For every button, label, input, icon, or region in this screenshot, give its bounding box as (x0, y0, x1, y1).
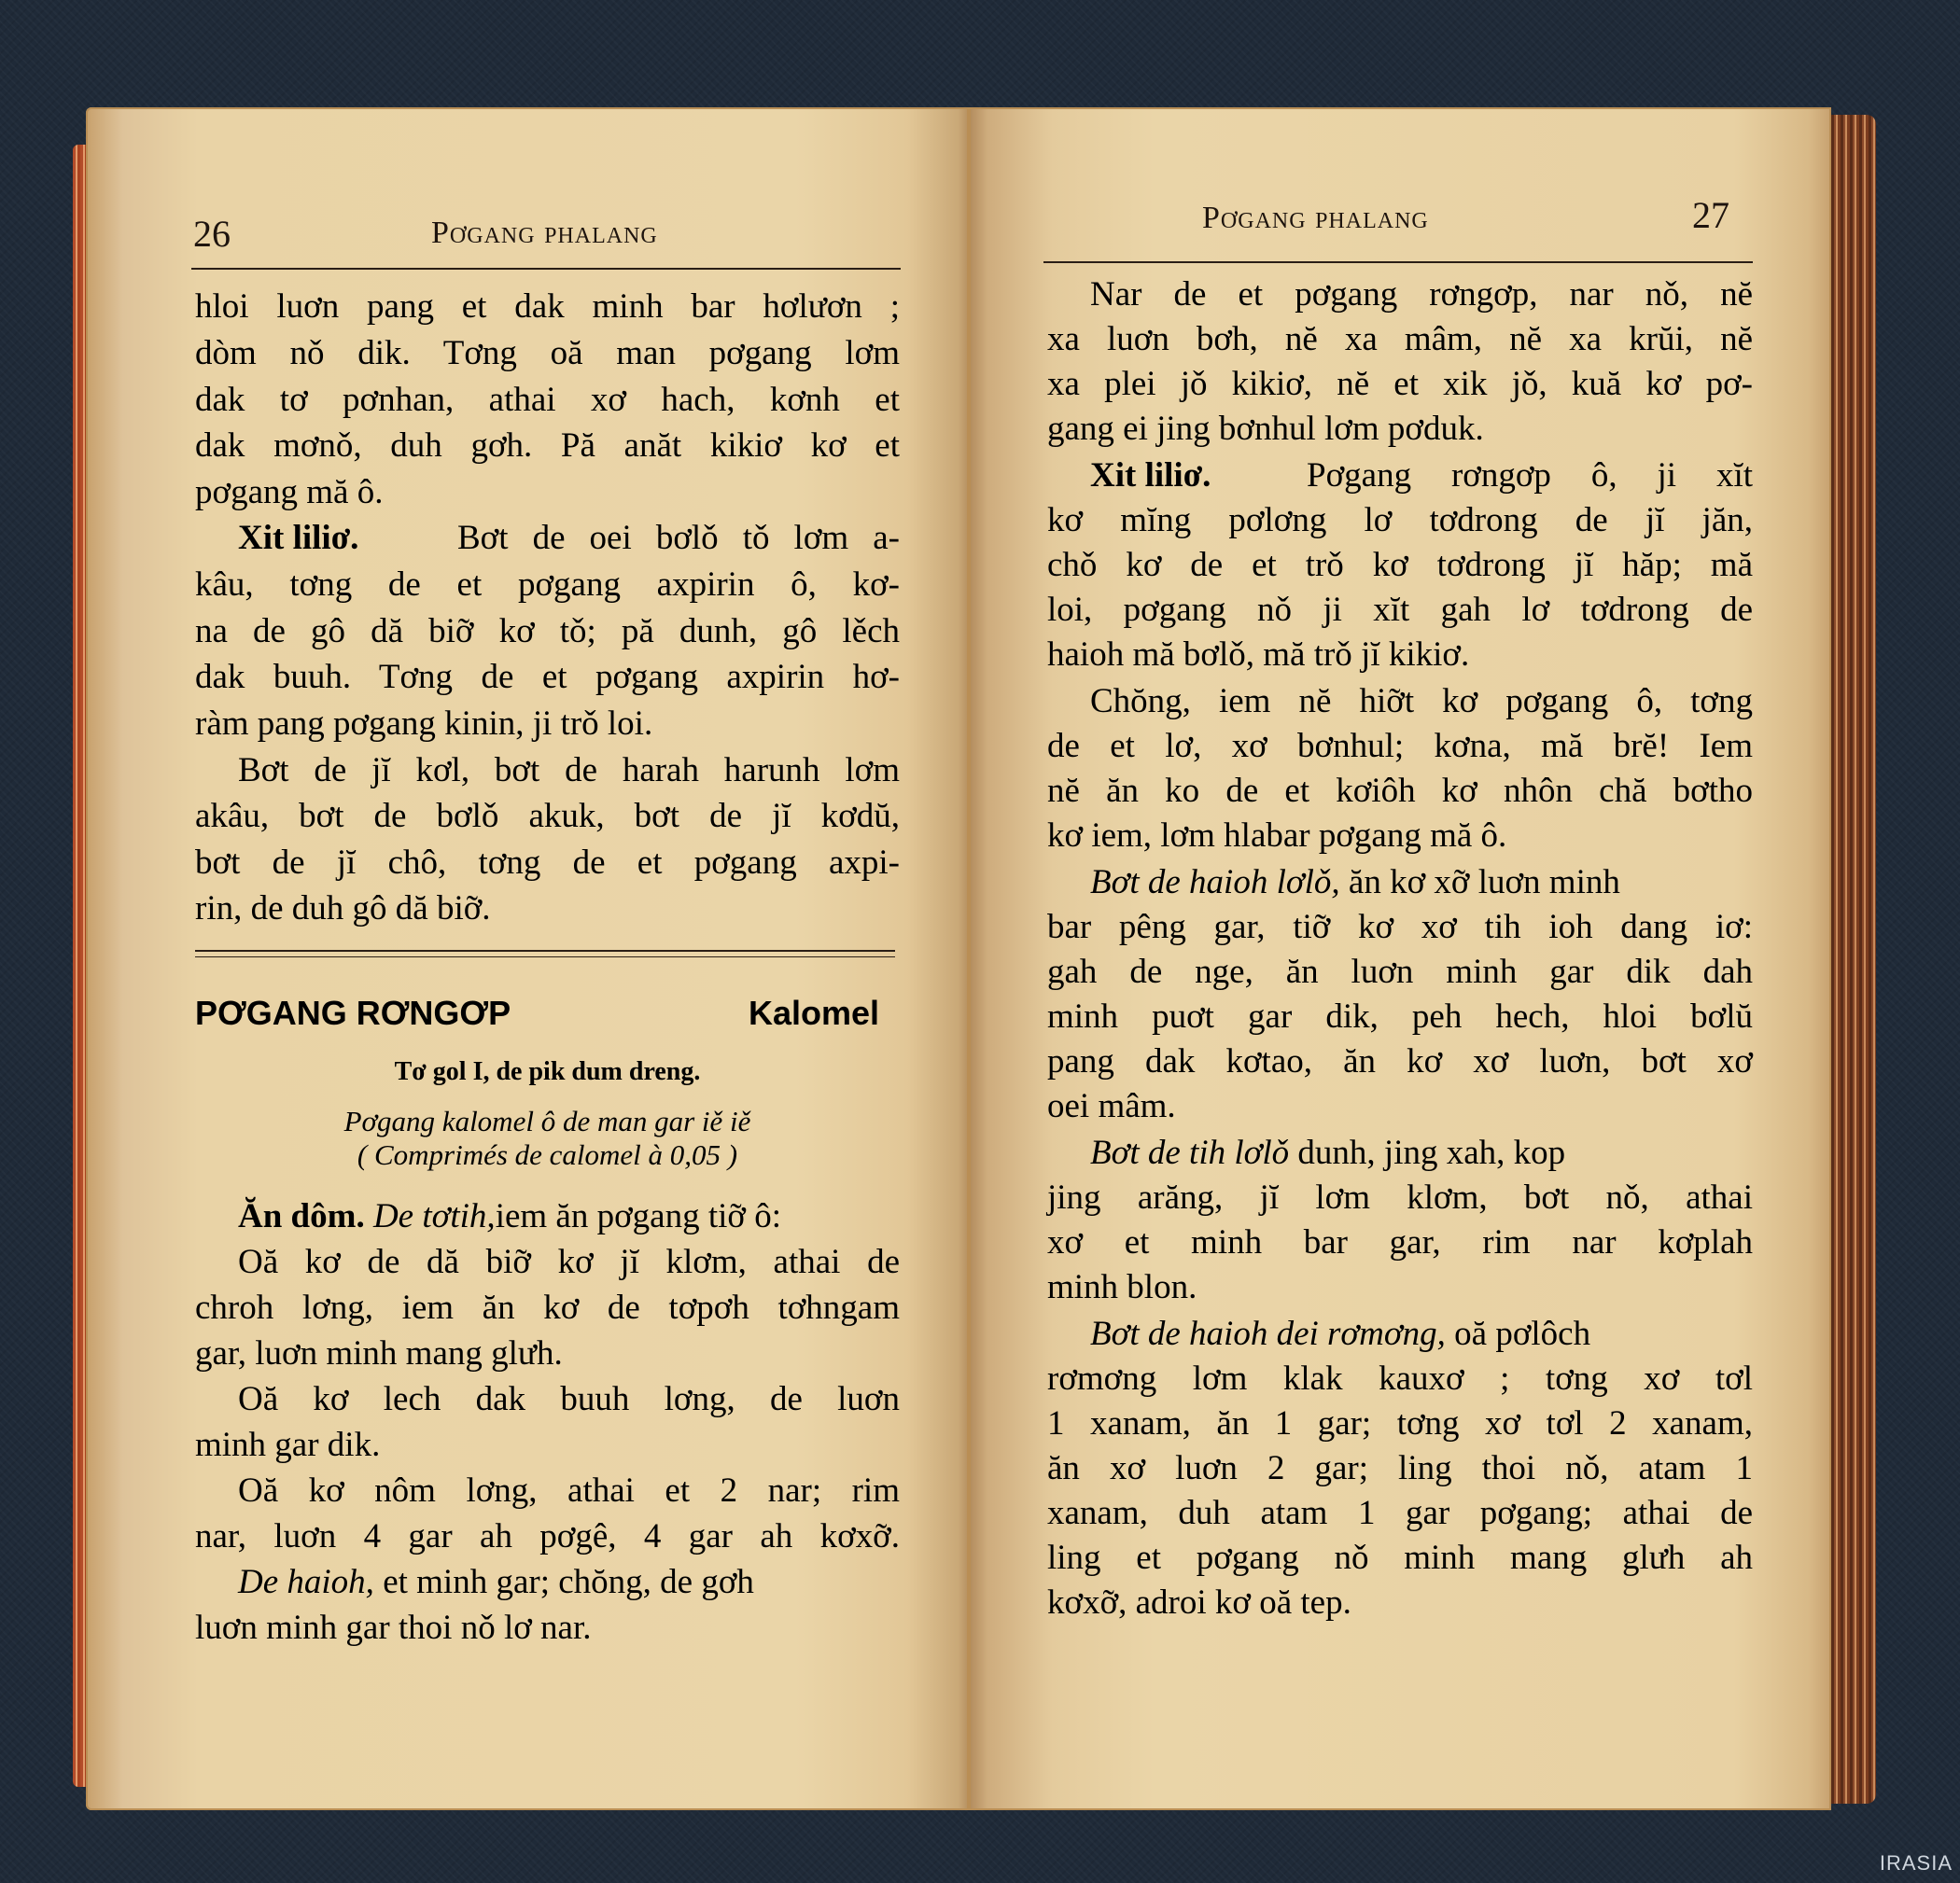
text-line: rin, de duh gô dă biỡ. (195, 889, 491, 928)
text-line: akâu, bơt de bơlǒ akuk, bơt de jĭ kơdŭ, (195, 797, 900, 835)
p3-first: ăn kơ xỡ luơn minh (1348, 863, 1620, 901)
text-line: rơmơng lơm klak kauxơ ; tơng xơ tơl (1047, 1360, 1753, 1398)
text-line: Nar de et pơgang rơngơp, nar nǒ, nĕ (1090, 275, 1753, 314)
running-head-left: Pơgang phalang (431, 216, 658, 250)
text-line: kơxỡ, adroi kơ oă tep. (1047, 1583, 1351, 1622)
p3-first-line (1090, 865, 1620, 900)
text-line: jing arăng, jĭ lơm klơm, bơt nǒ, athai (1047, 1179, 1753, 1217)
text-line: pơgang mă ô. (195, 473, 384, 511)
an-dom-line (238, 1199, 781, 1234)
note-line: ( Comprimés de calomel à 0,05 ) (357, 1138, 738, 1171)
p5-ital: Bơt de haioh dei rơmơng, (1090, 1315, 1446, 1353)
text-line: gar, luơn minh mang glưh. (195, 1334, 563, 1373)
text-line: bar pêng gar, tiỡ kơ xơ tih ioh dang iơ: (1047, 908, 1753, 946)
text-line: luơn minh gar thoi nǒ lơ nar. (195, 1609, 592, 1647)
p4-ital: Bơt de tih lơlǒ (1090, 1134, 1290, 1172)
text-line: pang dak kơtao, ăn kơ xơ luơn, bơt xơ (1047, 1042, 1753, 1081)
haioh-ital: De haioh, (238, 1563, 374, 1601)
xit-label: Xit liliơ. (238, 519, 359, 557)
text-line: dak tơ pơnhan, athai xơ hach, kơnh et (195, 381, 900, 419)
left-page (86, 107, 969, 1810)
text-line: 1 xanam, ăn 1 gar; tơng xơ tơl 2 xanam, (1047, 1404, 1753, 1443)
text-line: xa luơn bơh, nĕ xa mâm, nĕ xa krŭi, nĕ (1047, 320, 1753, 358)
text-line: loi, pơgang nǒ ji xĭt gah lơ tơdrong de (1047, 591, 1753, 629)
page-number-left: 26 (193, 213, 231, 255)
text-line: chroh lơng, iem ăn kơ de tơpơh tơhngam (195, 1289, 900, 1327)
text-line: minh puơt gar dik, peh hech, hloi bơlŭ (1047, 997, 1753, 1036)
watermark: IRASIA (1879, 1851, 1953, 1875)
text-line: Chŏng, iem nĕ hiỡt kơ pơgang ô, tơng (1090, 682, 1753, 720)
text-line: xanam, duh atam 1 gar pơgang; athai de (1047, 1494, 1753, 1532)
p4-first: dunh, jing xah, kop (1297, 1134, 1566, 1172)
header-rule-left (191, 268, 901, 270)
text-line: bơt de jĭ chô, tơng de et pơgang axpi- (195, 844, 900, 882)
text-line: minh blon. (1047, 1268, 1197, 1306)
text-line: kơ mĭng pơlơng lơ tơdrong de jĭ jăn, (1047, 501, 1753, 539)
text-line: Bơt de oei bơlǒ tǒ lơm a- (457, 519, 900, 557)
text-line: ràm pang pơgang kinin, ji trǒ loi. (195, 704, 653, 743)
text-line: de et lơ, xơ bơnhul; kơna, mă brĕ! Iem (1047, 727, 1753, 765)
header-rule-right (1043, 261, 1753, 263)
text-line: oei mâm. (1047, 1087, 1176, 1125)
an-dom-label: Ăn dôm. (238, 1197, 365, 1235)
text-line: na de gô dă biỡ kơ tǒ; pă dunh, gô lěch (195, 612, 900, 650)
right-page (969, 107, 1831, 1810)
text-line: gang ei jing bơnhul lơm pơduk. (1047, 410, 1484, 448)
an-dom-rest: iem ăn pơgang tiỡ ô: (495, 1197, 781, 1235)
note-line: Pơgang kalomel ô de man gar iě iě (343, 1105, 751, 1137)
p3-ital: Bơt de haioh lơlǒ, (1090, 863, 1340, 901)
text-line: haioh mă bơlǒ, mă trǒ jĭ kikiơ. (1047, 635, 1470, 674)
section-title: PƠGANG RƠNGƠP (195, 994, 511, 1032)
text-line: kơ iem, lơm hlabar pơgang mă ô. (1047, 816, 1507, 855)
section-divider (195, 950, 895, 957)
an-dom-ital: De tơtih, (372, 1197, 496, 1235)
text-line: Bơt de jĭ kơl, bơt de harah harunh lơm (238, 751, 900, 789)
text-line: xơ et minh bar gar, rim nar kơplah (1047, 1223, 1753, 1262)
p5-first-line (1090, 1317, 1590, 1351)
text-line: Oă kơ nôm lơng, athai et 2 nar; rim (238, 1472, 900, 1510)
text-line: ăn xơ luơn 2 gar; ling thoi nǒ, atam 1 (1047, 1449, 1753, 1487)
text-line: nĕ ăn ko de et kơiôh kơ nhôn chă bơtho (1047, 772, 1753, 810)
running-head-right: Pơgang phalang (1202, 201, 1429, 235)
text-line: hloi luơn pang et dak minh bar hơlươn ; (195, 287, 900, 326)
text-line: Pơgang rơngơp ô, ji xĭt (1307, 456, 1753, 495)
book-page-edges (1831, 115, 1876, 1804)
text-line: Oă kơ de dă biỡ kơ jĭ klơm, athai de (238, 1243, 900, 1281)
page-number-right: 27 (1692, 194, 1729, 236)
text-line: xa plei jǒ kikiơ, nĕ et xik jǒ, kuă kơ pơ- (1047, 365, 1753, 403)
text-line: Oă kơ lech dak buuh lơng, de luơn (238, 1380, 900, 1418)
p5-first: oă pơlôch (1454, 1315, 1591, 1353)
text-line: kâu, tơng de et pơgang axpirin ô, kơ- (195, 565, 900, 604)
xit-label: Xit liliơ. (1090, 456, 1211, 495)
open-book (86, 107, 1878, 1810)
haioh-rest: et minh gar; chŏng, de gơh (383, 1563, 754, 1601)
haioh-line (238, 1565, 754, 1599)
text-line: gah de nge, ăn luơn minh gar dik dah (1047, 953, 1753, 991)
text-line: dòm nǒ dik. Tơng oă man pơgang lơm (195, 334, 900, 372)
section-title-fr: Kalomel (749, 994, 880, 1032)
text-line: chǒ kơ de et trǒ kơ tơdrong jĭ hăp; mă (1047, 546, 1753, 584)
text-line: ling et pơgang nǒ minh mang glưh ah (1047, 1539, 1753, 1577)
text-line: nar, luơn 4 gar ah pơgê, 4 gar ah kơxỡ. (195, 1517, 900, 1555)
text-line: dak buuh. Tơng de et pơgang axpirin hơ- (195, 658, 900, 696)
text-line: minh gar dik. (195, 1426, 381, 1464)
p4-first-line (1090, 1136, 1565, 1170)
text-line: dak mơnǒ, duh gơh. Pă anăt kikiơ kơ et (195, 426, 900, 465)
section-subtitle: Tơ gol I, de pik dum dreng. (394, 1057, 701, 1086)
